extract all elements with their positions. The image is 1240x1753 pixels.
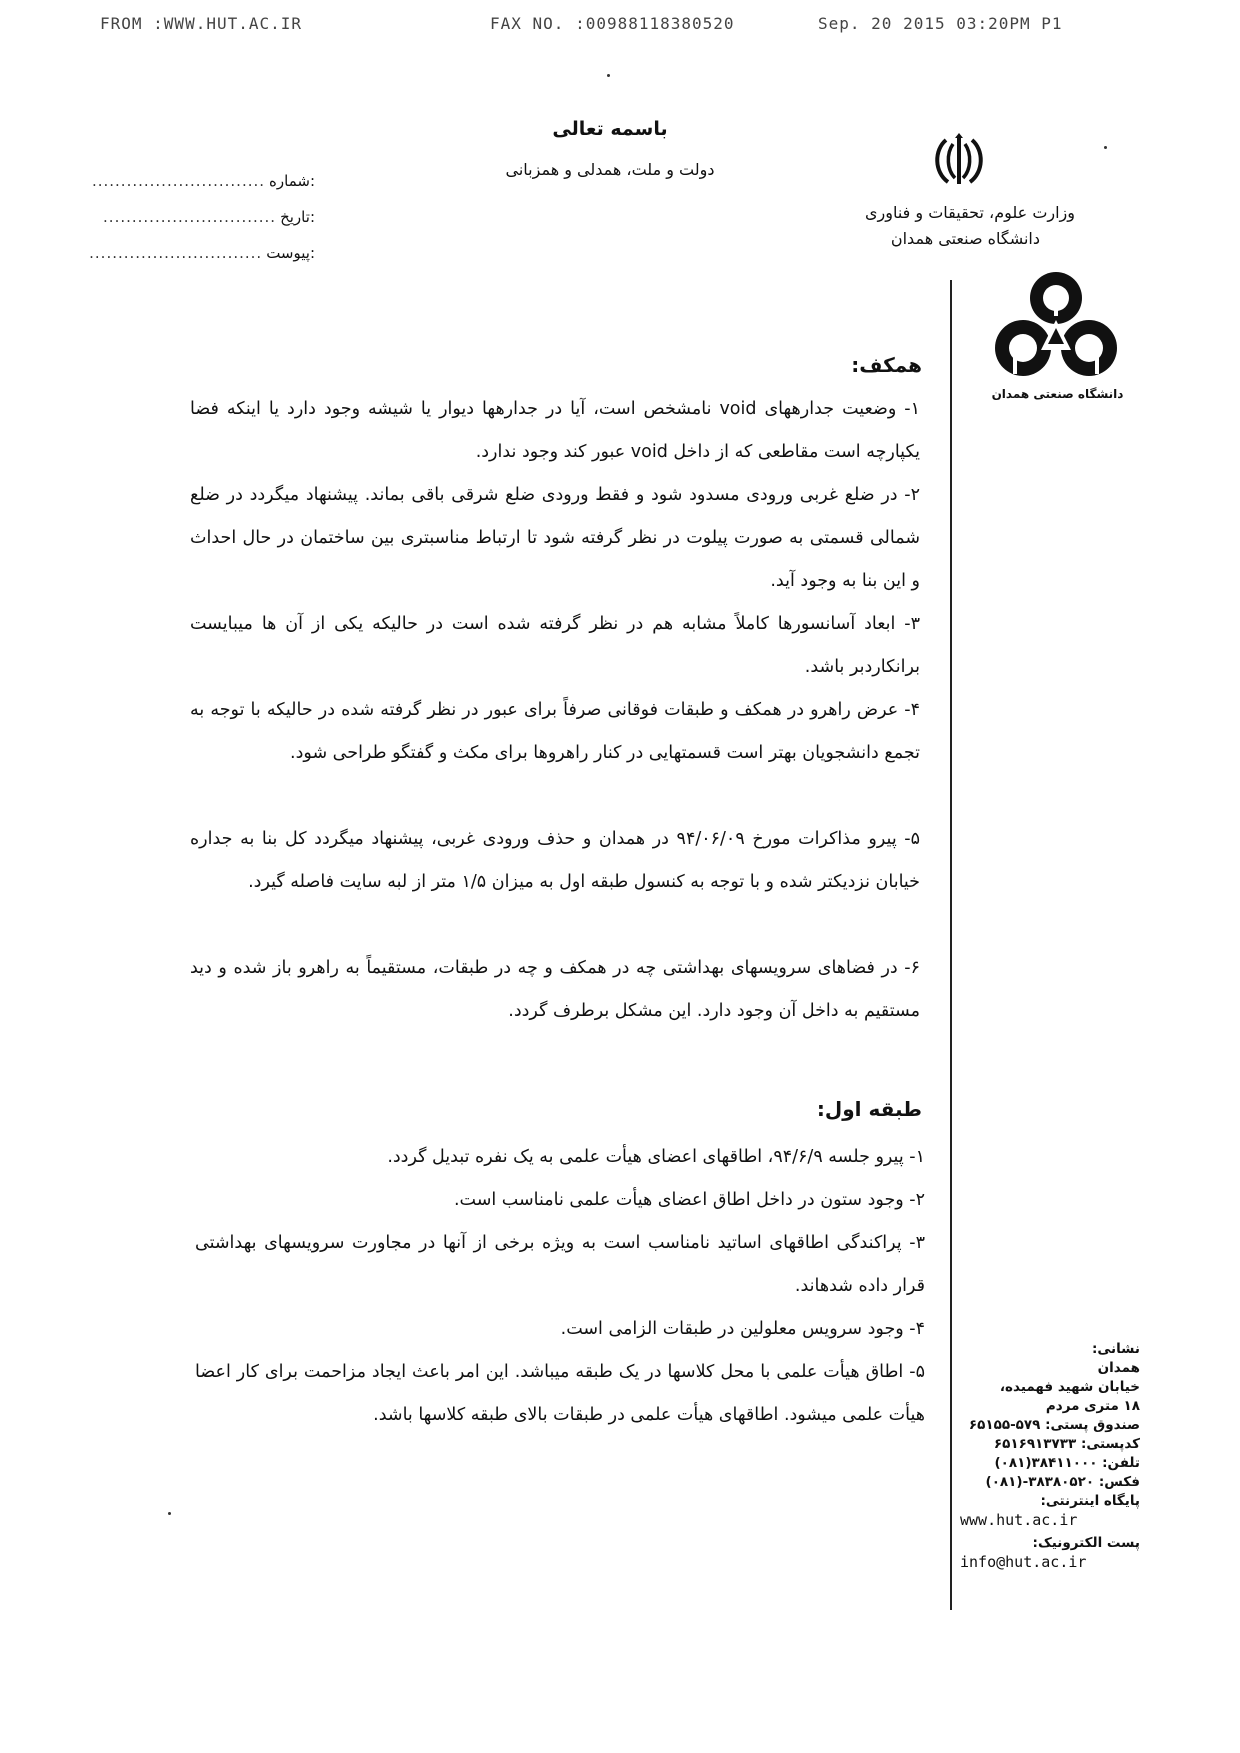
- date-field: [103, 208, 315, 226]
- number-label: شماره:: [269, 172, 315, 190]
- fax: فکس: ۳۸۳۸۰۵۲۰-(۰۸۱): [985, 1474, 1140, 1490]
- po-box: صندوق پستی: ۵۷۹-۶۵۱۵۵: [968, 1417, 1140, 1433]
- date-label: تاریخ:: [280, 208, 315, 226]
- iran-emblem-icon: [928, 130, 990, 192]
- ground-floor-item-5: ۵- پیرو مذاکرات مورخ ۹۴/۰۶/۰۹ در همدان و حذف ورودی غربی، پیشنهاد میگردد کل بنا به جداره خیابان نزدیکتر شده و با توجه به کنسول طبقه اول به میزان ۱/۵ متر از لبه سایت فاصله گیرد.: [190, 829, 921, 892]
- ground-floor-item-6: ۶- در فضاهای سرویسهای بهداشتی چه در همکف و چه در طبقات، مستقیماً به راهرو باز شده و دید مستقیم به داخل آن وجود دارد. این مشکل برطرف گردد.: [190, 958, 920, 1021]
- logo-caption: دانشگاه صنعتی همدان: [991, 387, 1124, 401]
- number-field: [91, 172, 315, 190]
- address-street-2: ۱۸ متری مردم: [1045, 1398, 1140, 1414]
- contact-block: [960, 1340, 1140, 1572]
- email-link[interactable]: info@hut.ac.ir: [960, 1553, 1087, 1571]
- postal-code: کدپستی: ۶۵۱۶۹۱۳۷۳۳: [993, 1436, 1140, 1452]
- slogan: دولت و ملت، همدلی و همزبانی: [505, 160, 715, 179]
- address-street: خیابان شهید فهمیده،: [999, 1379, 1140, 1395]
- section-title-ground-floor: همکف:: [851, 353, 922, 377]
- ground-floor-item-2: ۲- در ضلع غربی ورودی مسدود شود و فقط ورودی ضلع شرقی باقی بماند. پیشنهاد میگردد در ضلع شمالی قسمتی به صورت پیلوت در نظر گرفته شود تا ارتباط مناسبتری بین ساختمان در حال احداث و این بنا به وجود آید.: [190, 485, 920, 591]
- attachment-label: پیوست:: [266, 244, 315, 262]
- email-label: پست الکترونیک:: [1032, 1535, 1140, 1551]
- university-name: دانشگاه صنعتی همدان: [890, 229, 1040, 248]
- fax-date-page: Sep. 20 2015 03:20PM P1: [818, 14, 1063, 33]
- fax-number: FAX NO. :00988118380520: [490, 14, 735, 33]
- scan-speck: [1104, 146, 1107, 149]
- ministry-name: وزارت علوم، تحقیقات و فناوری: [865, 203, 1075, 222]
- website-label: پایگاه اینترنتی:: [1040, 1493, 1140, 1509]
- invocation: باسمه تعالی: [552, 118, 668, 140]
- first-floor-item-1: ۱- پیرو جلسه ۹۴/۶/۹، اطاقهای اعضای هیأت علمی به یک نفره تبدیل گردد.: [387, 1147, 925, 1167]
- attachment-dots: ..............................: [89, 244, 263, 262]
- address-city: همدان: [1097, 1360, 1140, 1376]
- vertical-divider: [950, 280, 952, 1610]
- date-dots: ..............................: [103, 208, 277, 226]
- scan-speck: [607, 74, 610, 77]
- phone: تلفن: ۳۸۴۱۱۰۰۰(۰۸۱): [994, 1455, 1140, 1471]
- address-label: نشانی:: [1091, 1341, 1140, 1357]
- ground-floor-item-1: ۱- وضعیت جدارههای void نامشخص است، آیا در جدارهها دیوار یا شیشه وجود دارد یا اینکه فضا یکپارچه است مقاطعی که از داخل void عبور کند وجود ندارد.: [190, 399, 920, 462]
- university-logo-icon: [993, 270, 1119, 386]
- website-link[interactable]: www.hut.ac.ir: [960, 1511, 1078, 1529]
- section-title-first-floor: طبقه اول:: [816, 1097, 922, 1121]
- scan-speck: [168, 1512, 171, 1515]
- ground-floor-item-4: ۴- عرض راهرو در همکف و طبقات فوقانی صرفاً برای عبور در نظر گرفته شده در حالیکه با توجه به تجمع دانشجویان بهتر است قسمتهایی در کنار راهروها برای مکث و گفتگو طراحی شود.: [190, 700, 920, 763]
- first-floor-item-2: ۲- وجود ستون در داخل اطاق اعضای هیأت علمی نامناسب است.: [453, 1190, 925, 1210]
- first-floor-item-3: ۳- پراکندگی اطاقهای اساتید نامناسب است به ویژه برخی از آنها در مجاورت سرویسهای بهداشتی قرار داده شدهاند.: [195, 1233, 925, 1296]
- ground-floor-item-3: ۳- ابعاد آسانسورها کاملاً مشابه هم در نظر گرفته شده است در حالیکه یکی از آن ها میبایست برانکاردبر باشد.: [190, 614, 920, 677]
- first-floor-item-4: ۴- وجود سرویس معلولین در طبقات الزامی است.: [560, 1319, 925, 1339]
- first-floor-item-5: ۵- اطاق هیأت علمی با محل کلاسها در یک طبقه میباشد. این امر باعث ایجاد مزاحمت برای کار اعضا هیأت علمی میشود. اطاقهای هیأت علمی در طبقات بالای طبقه کلاسها باشد.: [195, 1362, 925, 1425]
- fax-from: FROM :WWW.HUT.AC.IR: [100, 14, 303, 33]
- number-dots: ..............................: [91, 172, 266, 190]
- attachment-field: [89, 244, 315, 262]
